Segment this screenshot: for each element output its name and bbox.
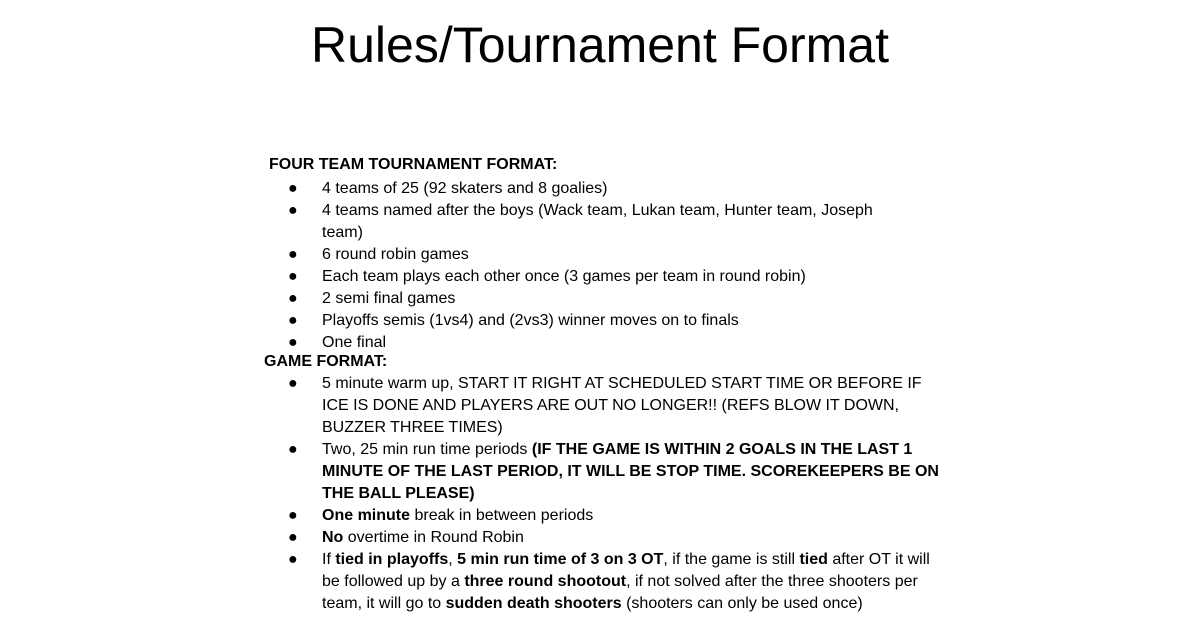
bold-text: tied in playoffs (335, 551, 449, 568)
bold-text: One minute (322, 507, 411, 524)
section-heading-tournament-format: FOUR TEAM TOURNAMENT FORMAT: (269, 156, 558, 173)
list-item (264, 200, 904, 244)
bullet-icon: ● (288, 551, 298, 568)
bullet-icon: ● (288, 334, 298, 351)
list-item-text: No overtime in Round Robin (322, 529, 524, 546)
list-item-text: Each team plays each other once (3 games per team in round robin) (322, 268, 806, 285)
bullet-icon: ● (288, 180, 298, 197)
bullet-icon: ● (288, 529, 298, 546)
bullet-icon: ● (288, 312, 298, 329)
list-item (264, 310, 904, 332)
bold-text: tied (799, 551, 828, 568)
list-item-text: 6 round robin games (322, 246, 469, 263)
list-item (264, 244, 904, 266)
page-title: Rules/Tournament Format (310, 17, 889, 73)
list-item-text: 4 teams of 25 (92 skaters and 8 goalies) (322, 180, 608, 197)
bold-text: No (322, 529, 344, 546)
list-item (264, 549, 964, 615)
bullet-icon: ● (288, 507, 298, 524)
list-item-text: One final (322, 334, 387, 351)
bullet-icon: ● (288, 441, 298, 458)
game-format-list (264, 373, 964, 615)
bold-text: three round shootout (464, 573, 627, 590)
list-item (264, 505, 964, 527)
list-item (264, 373, 964, 439)
list-item-text: 2 semi final games (322, 290, 456, 307)
bold-text: sudden death shooters (445, 595, 622, 612)
bold-text: 5 min run time of 3 on 3 OT (457, 551, 664, 568)
bullet-icon: ● (288, 268, 298, 285)
bullet-icon: ● (288, 246, 298, 263)
list-item-text: 4 teams named after the boys (Wack team, Lukan team, Hunter team, Joseph team) (322, 202, 873, 241)
bullet-icon: ● (288, 290, 298, 307)
list-item-text: One minute break in between periods (322, 507, 594, 524)
bullet-icon: ● (288, 375, 298, 392)
section-heading-game-format: GAME FORMAT: (264, 353, 388, 370)
list-item-text: Two, 25 min run time periods (IF THE GAME IS WITHIN 2 GOALS IN THE LAST 1 MINUTE OF THE LAST PERIOD, IT WILL BE STOP TIME. SCOREKEEPERS BE ON THE BALL PLEASE) (322, 441, 939, 502)
list-item (264, 288, 904, 310)
list-item (264, 439, 964, 505)
list-item (264, 178, 904, 200)
bold-text: (IF THE GAME IS WITHIN 2 GOALS IN THE LAST 1 MINUTE OF THE LAST PERIOD, IT WILL BE STOP TIME. SCOREKEEPERS BE ON THE BALL PLEASE) (322, 441, 939, 502)
list-item-text: If tied in playoffs, 5 min run time of 3 on 3 OT, if the game is still tied after OT it will be followed up by a three round shootout, if not solved after the three shooters per team, it will go to sudden death shooters (shooters can only be used once) (322, 551, 930, 612)
list-item (264, 266, 904, 288)
list-item (264, 527, 964, 549)
list-item-text: 5 minute warm up, START IT RIGHT AT SCHEDULED START TIME OR BEFORE IF ICE IS DONE AND PLAYERS ARE OUT NO LONGER!! (REFS BLOW IT DOWN, BUZZER THREE TIMES) (322, 375, 922, 436)
list-item-text: Playoffs semis (1vs4) and (2vs3) winner moves on to finals (322, 312, 739, 329)
tournament-format-list (264, 178, 904, 354)
bullet-icon: ● (288, 202, 298, 219)
